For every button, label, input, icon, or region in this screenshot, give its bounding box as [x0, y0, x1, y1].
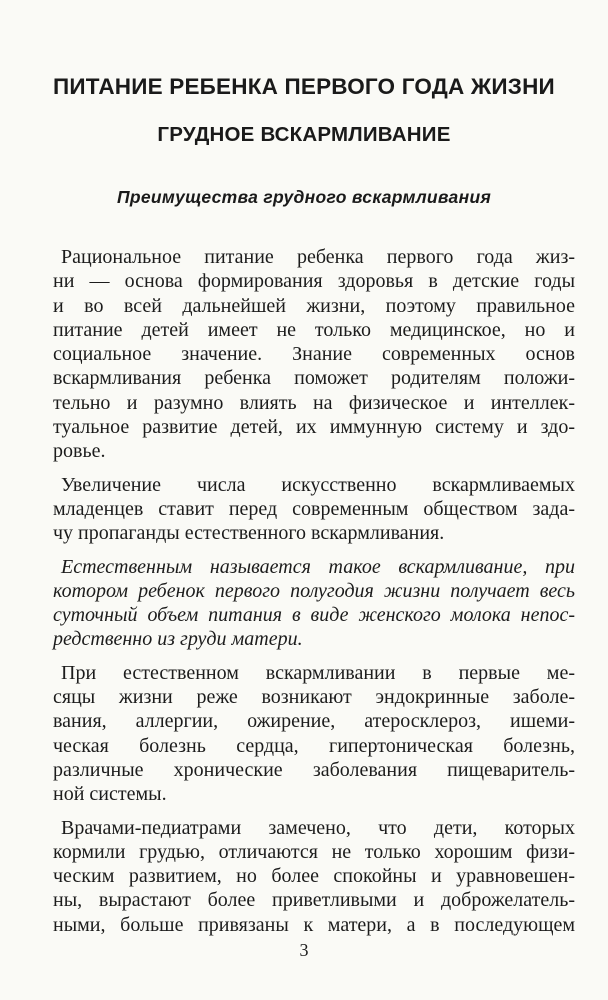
definition-paragraph — [53, 555, 575, 652]
text-line: социальное значение. Знание современных основ — [53, 343, 575, 366]
text-line: младенцев ставит перед современным обществом зада- — [53, 497, 575, 520]
text-line: тельно и разумно влиять на физическое и интеллек- — [53, 391, 575, 414]
text-line: котором ребенок первого полугодия жизни получает весь — [53, 579, 575, 602]
text-line: туальное развитие детей, их иммунную систему и здо- — [53, 416, 575, 439]
text-line: питание детей имеет не только медицинское, но и — [53, 318, 575, 341]
text-line: суточный объем питания в виде женского молока непос- — [53, 604, 575, 627]
text-line: При естественном вскармливании в первые ме- — [61, 661, 575, 684]
text-line: ными, больше привязаны к матери, а в последующем — [53, 913, 575, 936]
text-line: ны, вырастают более приветливыми и доброжелатель- — [53, 889, 575, 912]
text-line: сяцы жизни реже возникают эндокринные заболе- — [53, 686, 575, 709]
text-line: ческим развитием, но более спокойны и уравновешен- — [53, 865, 575, 888]
paragraph — [53, 473, 575, 546]
text-line: ческая болезнь сердца, гипертоническая болезнь, — [53, 734, 575, 757]
text-line: Рациональное питание ребенка первого года жиз- — [61, 246, 575, 268]
text-line: Естественным называется такое вскармливание, при — [61, 555, 575, 578]
paragraph — [53, 661, 575, 807]
text-line: Врачами-педиатрами замечено, что дети, которых — [61, 816, 575, 839]
text-line: ной системы. — [53, 783, 167, 806]
body-text — [53, 245, 575, 937]
paragraph — [53, 816, 575, 937]
text-line: Увеличение числа искусственно вскармливаемых — [61, 473, 575, 496]
paragraph — [53, 245, 575, 464]
text-line: ровье. — [53, 440, 106, 463]
text-line: редственно из груди матери. — [53, 628, 303, 651]
text-line: вания, аллергии, ожирение, атеросклероз, ишеми- — [53, 710, 575, 733]
text-line: и во всей дальнейшей жизни, поэтому правильное — [53, 294, 575, 317]
text-line: ни — основа формирования здоровья в детские годы — [53, 270, 575, 293]
page-number: 3 — [299, 940, 309, 960]
section-title: ГРУДНОЕ ВСКАРМЛИВАНИЕ — [157, 123, 451, 146]
text-line: вскармливания ребенка поможет родителям положи- — [53, 367, 575, 390]
subsection-title: Преимущества грудного вскармливания — [116, 187, 492, 207]
chapter-title: ПИТАНИЕ РЕБЕНКА ПЕРВОГО ГОДА ЖИЗНИ — [53, 74, 555, 99]
text-line: чу пропаганды естественного вскармливания. — [53, 522, 445, 545]
text-line: различные хронические заболевания пищеваритель- — [53, 758, 575, 781]
text-line: кормили грудью, отличаются не только хорошим физи- — [53, 840, 575, 863]
